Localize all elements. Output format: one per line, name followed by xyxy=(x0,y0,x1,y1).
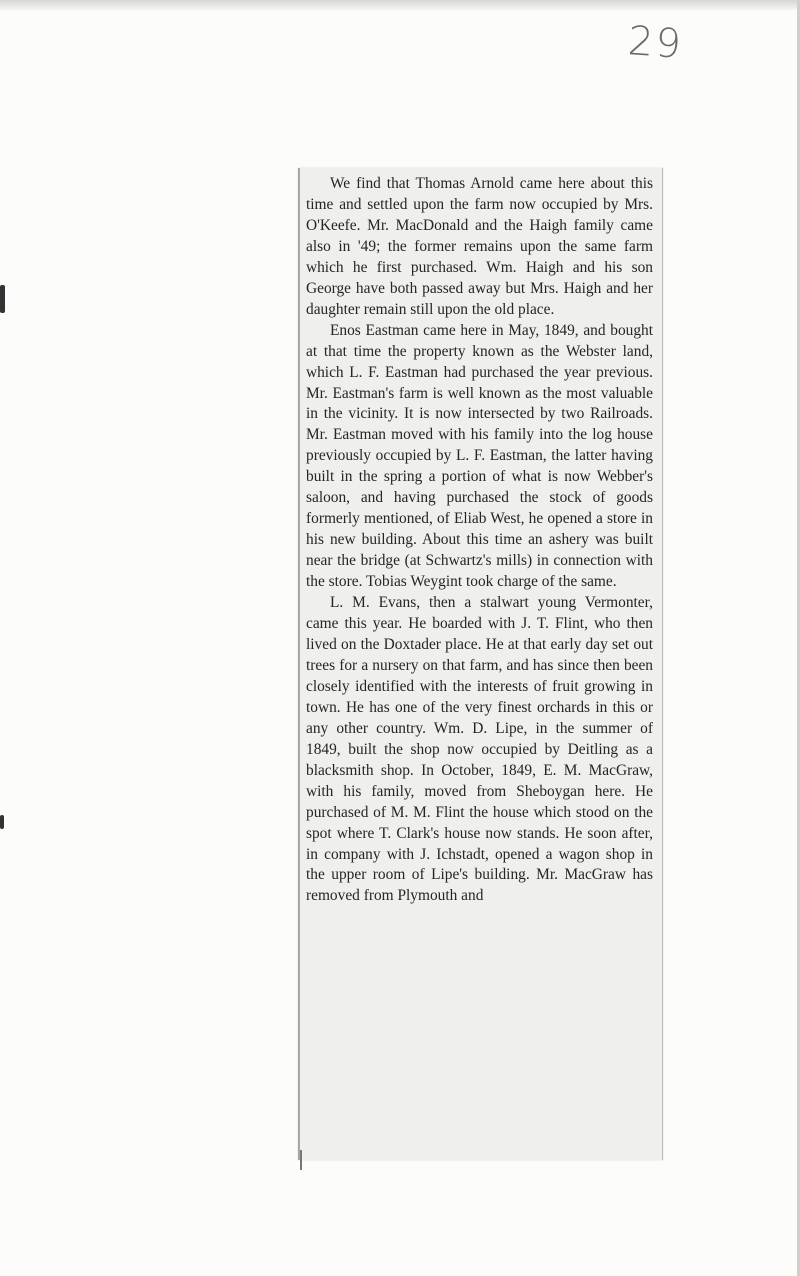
article-paragraph: Enos Eastman came here in May, 1849, and bought at that time the property known as the Webster land, which L. F. Eastman had purchased the year previous. Mr. Eastman's farm is well known as the most valuable in the vicinity. It is now intersected by two Railroads. Mr. Eastman moved with his family into the log house previously occupied by L. F. Eastman, the latter having built in the spring a portion of what is now Webber's saloon, and having purchased the stock of goods formerly mentioned, of Eliab West, he opened a store in his new building. About this time an ashery was built near the bridge (at Schwartz's mills) in connection with the store. Tobias Weygint took charge of the same. xyxy=(306,321,653,591)
handwritten-page-number: 29 xyxy=(626,18,685,68)
article-text xyxy=(306,174,653,907)
scan-mark xyxy=(0,285,5,313)
article-paragraph: L. M. Evans, then a stalwart young Vermonter, came this year. He boarded with J. T. Flint, who then lived on the Doxtader place. He at that early day set out trees for a nursery on that farm, and has since then been closely identified with the interests of fruit growing in town. He has one of the very finest orchards in this or any other country. Wm. D. Lipe, in the summer of 1849, built the shop now occupied by Deitling as a blacksmith shop. In October, 1849, E. M. MacGraw, with his family, moved from Sheboygan here. He purchased of M. M. Flint the house which stood on the spot where T. Clark's house now stands. He soon after, in company with J. Ichstadt, opened a wagon shop in the upper room of Lipe's building. Mr. MacGraw has removed from Plymouth and xyxy=(306,594,653,905)
scan-mark xyxy=(0,815,4,829)
newspaper-clipping xyxy=(298,168,663,1160)
article-paragraph: We find that Thomas Arnold came here about this time and settled upon the farm now occupied by Mrs. O'Keefe. Mr. MacDonald and the Haigh family came also in '49; the former remains upon the same farm which he first purchased. Wm. Haigh and his son George have both passed away but Mrs. Haigh and her daughter remain still upon the old place. xyxy=(306,175,653,318)
scan-scratch xyxy=(300,1150,302,1170)
page-top-edge xyxy=(0,0,800,10)
